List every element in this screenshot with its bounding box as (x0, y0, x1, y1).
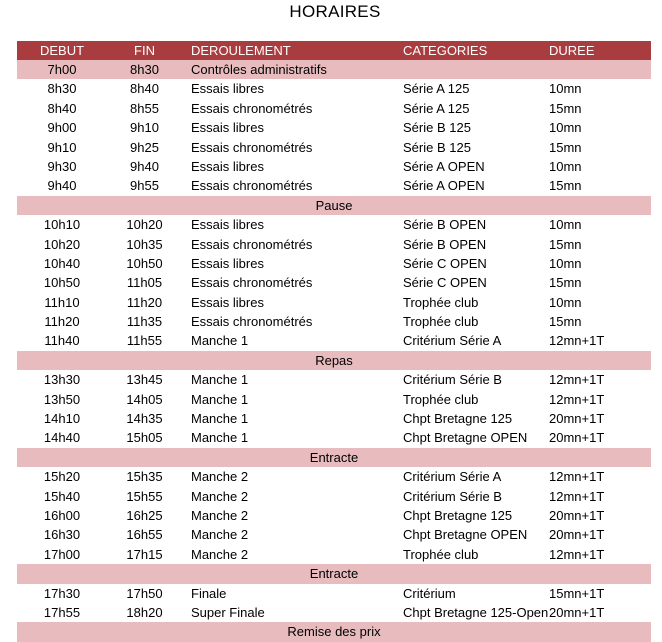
cell-categorie: Trophée club (403, 391, 479, 407)
cell-duree: 15mn+1T (549, 585, 605, 601)
section-band: Entracte (17, 448, 651, 467)
cell-duree: 12mn+1T (549, 391, 605, 407)
cell-fin: 14h35 (126, 411, 163, 427)
header-fin: FIN (134, 43, 155, 58)
cell-duree: 10mn (549, 120, 582, 136)
cell-deroulement: Manche 2 (191, 527, 249, 543)
cell-deroulement: Manche 1 (191, 430, 249, 446)
cell-deroulement: Essais libres (191, 158, 264, 174)
cell-categorie: Série A OPEN (403, 158, 485, 174)
cell-debut: 8h40 (47, 100, 77, 116)
cell-categorie: Critérium Série A (403, 333, 502, 349)
cell-categorie: Série B 125 (403, 120, 471, 136)
cell-categorie: Série C OPEN (403, 275, 487, 291)
cell-deroulement: Essais libres (191, 81, 264, 97)
cell-duree: 15mn (549, 178, 582, 194)
cell-debut: 17h00 (43, 546, 81, 562)
page-title: HORAIRES (289, 2, 381, 21)
table-row (17, 370, 651, 389)
cell-debut: 13h30 (43, 372, 81, 388)
table-row (17, 467, 651, 486)
cell-deroulement: Manche 2 (191, 488, 249, 504)
cell-debut: 14h10 (43, 411, 81, 427)
cell-deroulement: Manche 1 (191, 372, 249, 388)
cell-debut: 9h00 (47, 120, 77, 136)
table-row (17, 487, 651, 506)
cell-debut: 9h10 (47, 139, 77, 155)
cell-duree: 15mn (549, 139, 582, 155)
cell-categorie: Série A 125 (403, 100, 470, 116)
header-deroulement: DEROULEMENT (191, 43, 291, 58)
cell-deroulement: Essais libres (191, 217, 264, 233)
cell-duree: 15mn (549, 275, 582, 291)
table-row (17, 99, 651, 118)
table-row (17, 79, 651, 98)
table-header (17, 41, 651, 60)
cell-deroulement: Essais libres (191, 294, 264, 310)
table-row (17, 254, 651, 273)
cell-categorie: Série A OPEN (403, 178, 485, 194)
cell-fin: 10h20 (126, 217, 163, 233)
cell-deroulement: Essais chronométrés (191, 236, 313, 252)
cell-fin: 15h55 (126, 488, 163, 504)
table-row (17, 235, 651, 254)
cell-duree: 12mn+1T (549, 488, 605, 504)
cell-categorie: Chpt Bretagne 125-Open (403, 604, 549, 620)
table-row (17, 506, 651, 525)
table-row (17, 603, 651, 622)
header-duree: DUREE (549, 43, 595, 58)
cell-fin: 11h35 (126, 314, 163, 330)
cell-deroulement: Manche 2 (191, 546, 249, 562)
section-band: Pause (17, 196, 651, 215)
cell-categorie: Série B OPEN (403, 236, 487, 252)
cell-debut: 10h50 (43, 275, 81, 291)
cell-debut: 7h00 (47, 62, 77, 77)
table-row (17, 545, 651, 564)
table-row (17, 273, 651, 292)
cell-fin: 17h50 (126, 585, 163, 601)
cell-duree: 15mn (549, 236, 582, 252)
cell-duree: 20mn+1T (549, 527, 605, 543)
cell-duree: 20mn+1T (549, 604, 605, 620)
cell-deroulement: Manche 1 (191, 411, 249, 427)
cell-categorie: Série B 125 (403, 139, 471, 155)
cell-duree: 15mn (549, 314, 582, 330)
cell-debut: 15h40 (43, 488, 81, 504)
cell-deroulement: Super Finale (191, 604, 265, 620)
cell-duree: 12mn+1T (549, 546, 605, 562)
cell-duree: 10mn (549, 255, 582, 271)
cell-duree: 12mn+1T (549, 469, 605, 485)
cell-deroulement: Manche 2 (191, 469, 249, 485)
cell-fin: 17h15 (126, 546, 163, 562)
cell-deroulement: Essais chronométrés (191, 314, 313, 330)
cell-debut: 10h10 (43, 217, 81, 233)
cell-fin: 9h10 (130, 120, 159, 136)
cell-duree: 15mn (549, 100, 582, 116)
cell-categorie: Chpt Bretagne 125 (403, 507, 513, 523)
cell-categorie: Série B OPEN (403, 217, 487, 233)
cell-fin: 8h30 (130, 62, 159, 77)
table-body (17, 60, 651, 642)
cell-fin: 11h20 (126, 294, 163, 310)
cell-categorie: Critérium Série B (403, 372, 502, 388)
cell-debut: 17h55 (43, 604, 81, 620)
table-row (17, 138, 651, 157)
table-row (17, 157, 651, 176)
table-row (17, 118, 651, 137)
cell-deroulement: Essais libres (191, 255, 264, 271)
cell-debut: 10h40 (43, 255, 81, 271)
cell-debut: 15h20 (43, 469, 81, 485)
cell-fin: 15h35 (126, 469, 163, 485)
cell-fin: 9h40 (130, 158, 159, 174)
table-row (17, 409, 651, 428)
table-row (17, 428, 651, 447)
cell-fin: 15h05 (126, 430, 163, 446)
cell-fin: 10h50 (126, 255, 163, 271)
cell-fin: 18h20 (126, 604, 163, 620)
cell-duree: 10mn (549, 217, 582, 233)
cell-deroulement: Essais chronométrés (191, 139, 313, 155)
cell-fin: 9h25 (130, 139, 159, 155)
cell-duree: 20mn+1T (549, 430, 605, 446)
cell-deroulement: Essais chronométrés (191, 100, 313, 116)
cell-categorie: Chpt Bretagne OPEN (403, 527, 528, 543)
cell-fin: 13h45 (126, 372, 163, 388)
cell-duree: 10mn (549, 158, 582, 174)
cell-duree: 10mn (549, 294, 582, 310)
cell-categorie: Critérium Série A (403, 469, 502, 485)
cell-fin: 10h35 (126, 236, 163, 252)
cell-deroulement: Essais chronométrés (191, 178, 313, 194)
table-row (17, 215, 651, 234)
schedule-table (17, 41, 651, 642)
cell-debut: 8h30 (47, 81, 77, 97)
cell-debut: 16h30 (43, 527, 81, 543)
cell-debut: 11h10 (44, 294, 80, 310)
cell-fin: 16h25 (126, 507, 163, 523)
header-debut: DEBUT (39, 43, 85, 58)
cell-categorie: Critérium Série B (403, 488, 502, 504)
cell-categorie: Série A 125 (403, 81, 470, 97)
table-row (17, 584, 651, 603)
cell-fin: 8h40 (130, 81, 159, 97)
cell-debut: 11h20 (44, 314, 80, 330)
table-row (17, 60, 651, 79)
cell-deroulement: Manche 2 (191, 507, 249, 523)
cell-deroulement: Contrôles administratifs (191, 62, 327, 77)
section-band: Repas (17, 351, 651, 370)
cell-fin: 8h55 (130, 100, 159, 116)
cell-categorie: Trophée club (403, 294, 479, 310)
cell-deroulement: Manche 1 (191, 391, 249, 407)
cell-fin: 14h05 (126, 391, 163, 407)
table-row (17, 390, 651, 409)
section-band: Entracte (17, 564, 651, 583)
cell-fin: 11h55 (126, 333, 163, 349)
cell-categorie: Critérium (403, 585, 456, 601)
table-row (17, 312, 651, 331)
cell-deroulement: Manche 1 (191, 333, 249, 349)
table-row (17, 176, 651, 195)
cell-categorie: Trophée club (403, 314, 479, 330)
header-categories: CATEGORIES (403, 43, 488, 58)
cell-categorie: Trophée club (403, 546, 479, 562)
cell-fin: 9h55 (130, 178, 159, 194)
cell-duree: 12mn+1T (549, 333, 605, 349)
section-band: Remise des prix (17, 622, 651, 641)
cell-debut: 13h50 (43, 391, 81, 407)
cell-fin: 16h55 (126, 527, 163, 543)
cell-deroulement: Finale (191, 585, 227, 601)
cell-debut: 11h40 (44, 333, 80, 349)
table-row (17, 293, 651, 312)
cell-debut: 14h40 (43, 430, 81, 446)
cell-categorie: Chpt Bretagne 125 (403, 411, 513, 427)
cell-debut: 16h00 (43, 507, 81, 523)
cell-duree: 20mn+1T (549, 411, 605, 427)
table-row (17, 525, 651, 544)
cell-categorie: Chpt Bretagne OPEN (403, 430, 528, 446)
cell-debut: 17h30 (43, 585, 81, 601)
cell-debut: 9h40 (47, 178, 77, 194)
cell-duree: 12mn+1T (549, 372, 605, 388)
cell-debut: 9h30 (47, 158, 77, 174)
cell-fin: 11h05 (126, 275, 163, 291)
cell-deroulement: Essais libres (191, 120, 264, 136)
cell-duree: 20mn+1T (549, 507, 605, 523)
cell-deroulement: Essais chronométrés (191, 275, 313, 291)
cell-duree: 10mn (549, 81, 582, 97)
cell-debut: 10h20 (43, 236, 81, 252)
cell-categorie: Série C OPEN (403, 255, 487, 271)
table-row (17, 331, 651, 350)
